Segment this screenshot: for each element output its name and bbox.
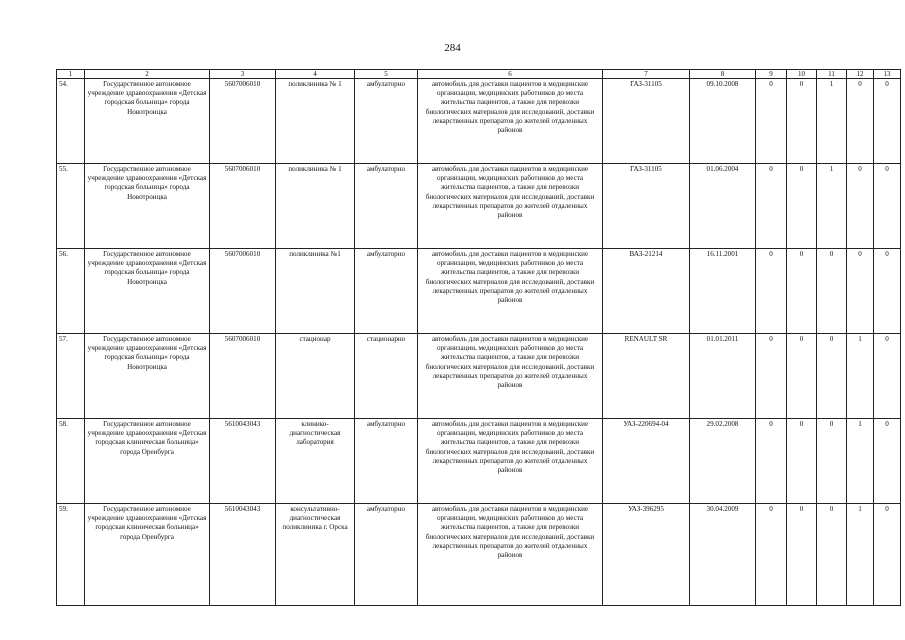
department: консультативно-диагностическая поликлиника г. Орска (276, 504, 355, 606)
department: стационар (276, 334, 355, 419)
vehicle-model: ВАЗ-21214 (603, 249, 690, 334)
table-row (57, 504, 901, 606)
vehicle-model: ГАЗ-31105 (603, 164, 690, 249)
column-number: 1 (57, 70, 85, 79)
column-number: 5 (355, 70, 418, 79)
organization-name: Государственное автономное учреждение здравоохранения «Детская городская больница» города Новотроицка (85, 164, 210, 249)
organization-code: 5607006010 (210, 249, 276, 334)
column-number: 8 (690, 70, 756, 79)
value-col-10: 0 (787, 79, 817, 164)
column-number: 10 (787, 70, 817, 79)
column-number-row (57, 70, 901, 79)
registration-date: 30.04.2009 (690, 504, 756, 606)
registration-date: 16.11.2001 (690, 249, 756, 334)
vehicle-purpose: автомобиль для доставки пациентов в медицинские организации, медицинских работников до места жительства пациентов, а также для перевозки биологических материалов для исследований, доставки лекарственных препаратов до жителей отдаленных районов (418, 334, 603, 419)
vehicle-purpose: автомобиль для доставки пациентов в медицинские организации, медицинских работников до места жительства пациентов, а также для перевозки биологических материалов для исследований, доставки лекарственных препаратов до жителей отдаленных районов (418, 419, 603, 504)
value-col-11: 0 (817, 249, 847, 334)
value-col-13: 0 (874, 164, 901, 249)
table-row (57, 334, 901, 419)
organization-name: Государственное автономное учреждение здравоохранения «Детская городская больница» города Новотроицка (85, 79, 210, 164)
vehicle-model: УАЗ-220694-04 (603, 419, 690, 504)
organization-name: Государственное автономное учреждение здравоохранения «Детская городская клиническая больница» города Оренбурга (85, 504, 210, 606)
organization-code: 5607006010 (210, 164, 276, 249)
value-col-12: 1 (847, 504, 874, 606)
value-col-13: 0 (874, 334, 901, 419)
value-col-10: 0 (787, 334, 817, 419)
value-col-12: 0 (847, 164, 874, 249)
table-row (57, 79, 901, 164)
value-col-11: 0 (817, 419, 847, 504)
value-col-10: 0 (787, 419, 817, 504)
registration-date: 09.10.2008 (690, 79, 756, 164)
vehicle-register-table (56, 69, 901, 606)
column-number: 6 (418, 70, 603, 79)
care-mode: амбулаторно (355, 419, 418, 504)
value-col-9: 0 (756, 79, 787, 164)
value-col-11: 0 (817, 504, 847, 606)
organization-code: 5607006010 (210, 79, 276, 164)
page-number: 284 (444, 42, 461, 54)
value-col-9: 0 (756, 249, 787, 334)
row-number: 59. (57, 504, 85, 606)
value-col-9: 0 (756, 419, 787, 504)
care-mode: амбулаторно (355, 504, 418, 606)
organization-code: 5607006010 (210, 334, 276, 419)
vehicle-purpose: автомобиль для доставки пациентов в медицинские организации, медицинских работников до места жительства пациентов, а также для перевозки биологических материалов для исследований, доставки лекарственных препаратов до жителей отдаленных районов (418, 164, 603, 249)
organization-name: Государственное автономное учреждение здравоохранения «Детская городская больница» города Новотроицка (85, 334, 210, 419)
column-number: 11 (817, 70, 847, 79)
value-col-11: 1 (817, 79, 847, 164)
value-col-10: 0 (787, 164, 817, 249)
department: поликлиника №1 (276, 249, 355, 334)
organization-code: 5610043043 (210, 419, 276, 504)
value-col-9: 0 (756, 164, 787, 249)
row-number: 57. (57, 334, 85, 419)
value-col-10: 0 (787, 249, 817, 334)
value-col-11: 0 (817, 334, 847, 419)
care-mode: стационарно (355, 334, 418, 419)
care-mode: амбулаторно (355, 249, 418, 334)
department: клинико-диагностическая лаборатория (276, 419, 355, 504)
column-number: 3 (210, 70, 276, 79)
department: поликлиника № 1 (276, 79, 355, 164)
row-number: 58. (57, 419, 85, 504)
value-col-11: 1 (817, 164, 847, 249)
value-col-12: 0 (847, 79, 874, 164)
value-col-10: 0 (787, 504, 817, 606)
row-number: 56. (57, 249, 85, 334)
value-col-13: 0 (874, 504, 901, 606)
registration-date: 29.02.2008 (690, 419, 756, 504)
vehicle-model: УАЗ-396295 (603, 504, 690, 606)
row-number: 54. (57, 79, 85, 164)
vehicle-purpose: автомобиль для доставки пациентов в медицинские организации, медицинских работников до места жительства пациентов, а также для перевозки биологических материалов для исследований, доставки лекарственных препаратов до жителей отдаленных районов (418, 249, 603, 334)
column-number: 2 (85, 70, 210, 79)
table-row (57, 249, 901, 334)
value-col-12: 1 (847, 334, 874, 419)
column-number: 9 (756, 70, 787, 79)
value-col-9: 0 (756, 504, 787, 606)
value-col-13: 0 (874, 249, 901, 334)
registration-date: 01.01.2011 (690, 334, 756, 419)
care-mode: амбулаторно (355, 164, 418, 249)
value-col-13: 0 (874, 419, 901, 504)
table-row (57, 164, 901, 249)
registration-date: 01.06.2004 (690, 164, 756, 249)
department: поликлиника № 1 (276, 164, 355, 249)
vehicle-model: RENAULT SR (603, 334, 690, 419)
value-col-12: 1 (847, 419, 874, 504)
organization-code: 5610043043 (210, 504, 276, 606)
vehicle-purpose: автомобиль для доставки пациентов в медицинские организации, медицинских работников до места жительства пациентов, а также для перевозки биологических материалов для исследований, доставки лекарственных препаратов до жителей отдаленных районов (418, 504, 603, 606)
table-row (57, 419, 901, 504)
column-number: 4 (276, 70, 355, 79)
vehicle-model: ГАЗ-31105 (603, 79, 690, 164)
column-number: 12 (847, 70, 874, 79)
value-col-9: 0 (756, 334, 787, 419)
column-number: 7 (603, 70, 690, 79)
row-number: 55. (57, 164, 85, 249)
value-col-13: 0 (874, 79, 901, 164)
organization-name: Государственное автономное учреждение здравоохранения «Детская городская клиническая больница» города Оренбурга (85, 419, 210, 504)
column-number: 13 (874, 70, 901, 79)
value-col-12: 0 (847, 249, 874, 334)
vehicle-purpose: автомобиль для доставки пациентов в медицинские организации, медицинских работников до места жительства пациентов, а также для перевозки биологических материалов для исследований, доставки лекарственных препаратов до жителей отдаленных районов (418, 79, 603, 164)
care-mode: амбулаторно (355, 79, 418, 164)
organization-name: Государственное автономное учреждение здравоохранения «Детская городская больница» города Новотроицка (85, 249, 210, 334)
